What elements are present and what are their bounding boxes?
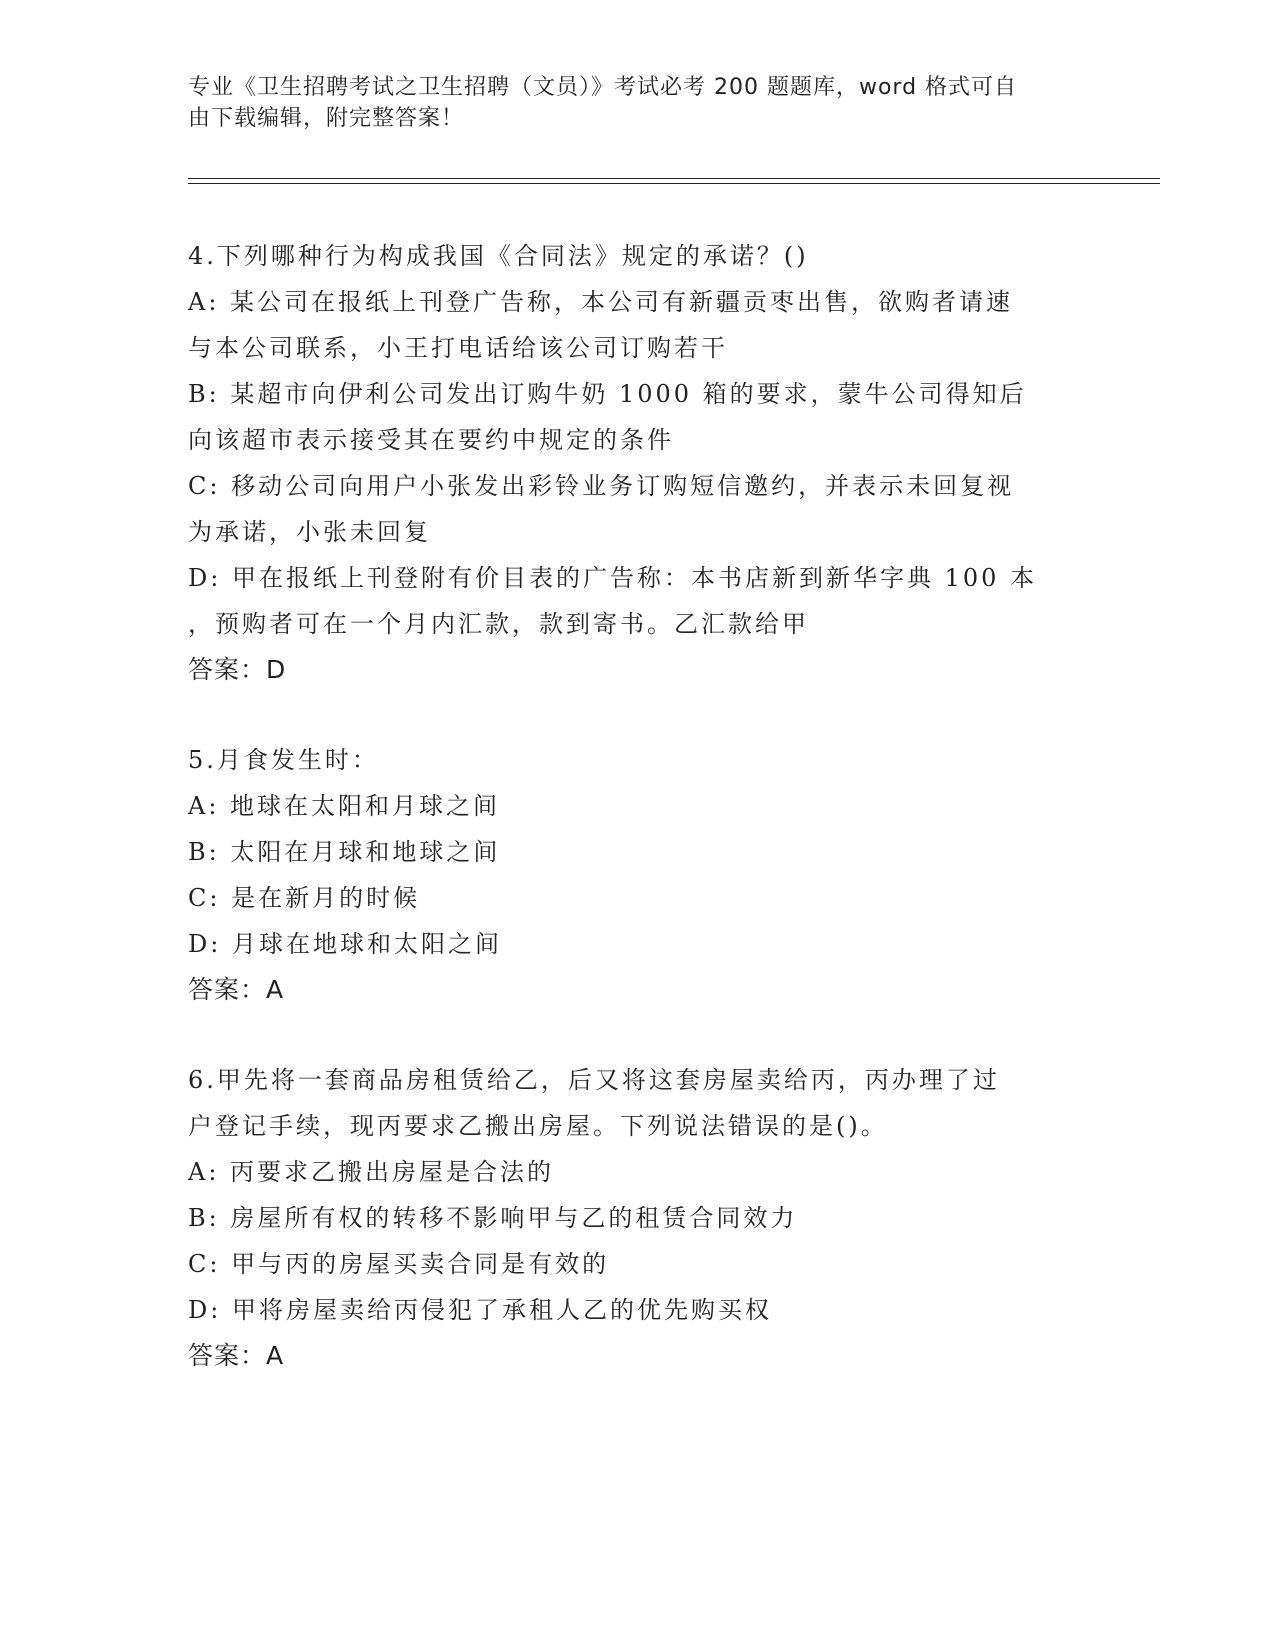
question-4 xyxy=(188,233,1088,693)
question-4-option-a: A: 某公司在报纸上刊登广告称，本公司有新疆贡枣出售，欲购者请速 xyxy=(188,288,1014,316)
question-5-stem: 5.月食发生时： xyxy=(188,746,379,774)
question-6-option-a: A: 丙要求乙搬出房屋是合法的 xyxy=(188,1158,555,1186)
question-6-option-d: D: 甲将房屋卖给丙侵犯了承租人乙的优先购买权 xyxy=(188,1296,772,1324)
question-4-option-d: D: 甲在报纸上刊登附有价目表的广告称：本书店新到新华字典 100 本 xyxy=(188,564,1038,592)
question-5-option-a: A: 地球在太阳和月球之间 xyxy=(188,792,501,820)
document-header xyxy=(188,72,1068,134)
question-4-option-c-cont: 为承诺，小张未回复 xyxy=(188,518,431,546)
header-line-2: 由下载编辑，附完整答案！ xyxy=(188,106,465,131)
header-line-1: 专业《卫生招聘考试之卫生招聘（文员）》考试必考 200 题题库，word 格式可自 xyxy=(188,75,1018,100)
question-4-option-b-cont: 向该超市表示接受其在要约中规定的条件 xyxy=(188,426,674,454)
question-4-option-c: C: 移动公司向用户小张发出彩铃业务订购短信邀约，并表示未回复视 xyxy=(188,472,1015,500)
question-5-option-b: B: 太阳在月球和地球之间 xyxy=(188,838,501,866)
question-5-option-c: C: 是在新月的时候 xyxy=(188,884,421,912)
question-4-option-d-cont: ，预购者可在一个月内汇款，款到寄书。乙汇款给甲 xyxy=(188,610,809,638)
question-6-answer: 答案：A xyxy=(188,1341,285,1370)
question-6 xyxy=(188,1057,1088,1379)
question-6-stem-cont: 户登记手续，现丙要求乙搬出房屋。下列说法错误的是()。 xyxy=(188,1112,888,1140)
question-4-answer: 答案：D xyxy=(188,655,287,684)
question-6-option-c: C: 甲与丙的房屋买卖合同是有效的 xyxy=(188,1250,610,1278)
question-4-option-b: B: 某超市向伊利公司发出订购牛奶 1000 箱的要求，蒙牛公司得知后 xyxy=(188,380,1027,408)
question-6-option-b: B: 房屋所有权的转移不影响甲与乙的租赁合同效力 xyxy=(188,1204,798,1232)
question-5 xyxy=(188,737,1088,1013)
question-4-option-a-cont: 与本公司联系，小王打电话给该公司订购若干 xyxy=(188,334,728,362)
question-6-stem: 6.甲先将一套商品房租赁给乙，后又将这套房屋卖给丙，丙办理了过 xyxy=(188,1066,1000,1094)
question-5-option-d: D: 月球在地球和太阳之间 xyxy=(188,930,502,958)
question-4-stem: 4.下列哪种行为构成我国《合同法》规定的承诺？() xyxy=(188,242,809,270)
header-divider-bottom xyxy=(188,183,1160,184)
question-5-answer: 答案：A xyxy=(188,975,285,1004)
header-divider-top xyxy=(188,178,1160,179)
